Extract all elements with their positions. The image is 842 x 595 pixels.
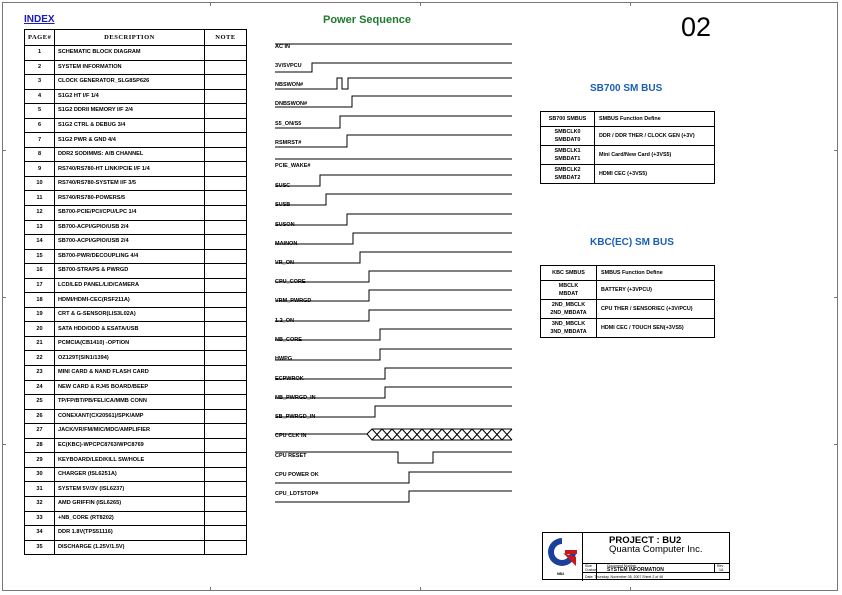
kbc-header-function: SMBUS Function Define [597, 266, 715, 281]
nb-pwrgd-waveform [275, 387, 512, 398]
index-page-num: 21 [25, 336, 55, 351]
index-page-num: 24 [25, 380, 55, 395]
date-sheet-row: Date: Thursday, November 08, 2007 Sheet 2 of 46 [585, 575, 664, 579]
index-description: DISCHARGE (1.25V/1.5V) [55, 540, 205, 555]
index-page-num: 5 [25, 104, 55, 119]
nb-core-waveform [275, 329, 512, 340]
index-description: S1G2 HT I/F 1/4 [55, 89, 205, 104]
index-description: CONEXANT(CX20561)/SPK/AMP [55, 409, 205, 424]
index-title: INDEX [24, 14, 55, 25]
index-description: RS740/RS780-SYSTEM I/F 3/5 [55, 176, 205, 191]
index-description: LCD/LED PANEL/LID/CAMERA [55, 278, 205, 293]
index-description: HDMI/HDMI-CEC(RSF211A) [55, 293, 205, 308]
kbc-header-smbus: KBC SMBUS [541, 266, 597, 281]
s5-on-waveform [275, 116, 512, 128]
nbswon-waveform [275, 78, 512, 89]
index-page-num: 20 [25, 322, 55, 337]
project-name: PROJECT : BU2 [609, 535, 682, 546]
signal-label: 3V/5VPCU [275, 63, 302, 69]
signal-label: CPU POWER OK [275, 472, 319, 478]
vr-on-waveform [275, 252, 512, 263]
kbc-bus-header [541, 266, 715, 281]
signal-label: AC IN [275, 44, 290, 50]
index-description: DDR 1.8V(TPS51116) [55, 526, 205, 541]
hwpg-waveform [275, 349, 512, 360]
index-page-num: 32 [25, 496, 55, 511]
sb700-bus-function: HDMI CEC (+3VS5) [595, 165, 715, 184]
index-page-num: 1 [25, 46, 55, 61]
index-page-num: 7 [25, 133, 55, 148]
kbc-bus-signal-name: MBCLK MBDAT [541, 281, 597, 300]
index-page-num: 22 [25, 351, 55, 366]
index-page-num: 9 [25, 162, 55, 177]
index-page-num: 15 [25, 249, 55, 264]
signal-label: CPU_LDTSTOP# [275, 491, 319, 497]
sb700-bus-function: Mini Card/New Card (+3VS5) [595, 146, 715, 165]
sb700-bus-row [541, 165, 715, 184]
suson-waveform [275, 214, 512, 225]
index-page-num: 13 [25, 220, 55, 235]
kbc-bus-row [541, 319, 715, 338]
index-description: JACK/VR/FM/MIC/MDC/AMPLIFIER [55, 424, 205, 439]
index-description: AMD GRIFFIN (ISL6265) [55, 496, 205, 511]
header-description: DESCRIPTION [55, 30, 205, 46]
index-page-num: 19 [25, 307, 55, 322]
index-page-num: 17 [25, 278, 55, 293]
index-page-num: 2 [25, 60, 55, 75]
sb700-bus-title: SB700 SM BUS [590, 83, 663, 94]
header-note: NOTE [205, 30, 247, 46]
index-page-num: 10 [25, 176, 55, 191]
index-page-num: 33 [25, 511, 55, 526]
signal-label: CPU_CORE [275, 279, 306, 285]
kbc-bus-row [541, 281, 715, 300]
signal-label: VR_ON [275, 260, 294, 266]
kbc-bus-function: CPU THER / SENSOR/EC (+3V/PCU) [597, 300, 715, 319]
index-description: CHARGER (ISL6251A) [55, 467, 205, 482]
size-label: Size [585, 564, 592, 568]
index-description: SYSTEM 5V/3V (ISL6237) [55, 482, 205, 497]
sb700-bus-row [541, 127, 715, 146]
index-description: RS740/RS780-POWERS/5 [55, 191, 205, 206]
index-page-num: 12 [25, 206, 55, 221]
sb700-bus-table [540, 111, 715, 184]
signal-label: S5_ON/S5 [275, 121, 302, 127]
sb700-bus-header [541, 112, 715, 127]
logo-text: NB4 [557, 572, 565, 576]
index-page-num: 31 [25, 482, 55, 497]
index-description: SB700-PWR/DECOUPLING 4/4 [55, 249, 205, 264]
mainon-waveform [275, 233, 512, 244]
sb700-bus-signal-name: SMBCLK2 SMBDAT2 [541, 165, 595, 184]
signal-label: CPU RESET [275, 453, 307, 459]
sb700-bus-signal-name: SMBCLK1 SMBDAT1 [541, 146, 595, 165]
sb700-bus-row [541, 146, 715, 165]
kbc-bus-row [541, 300, 715, 319]
index-page-num: 35 [25, 540, 55, 555]
index-page-num: 26 [25, 409, 55, 424]
index-description: CRT & G-SENSOR(LIS3L02A) [55, 307, 205, 322]
index-page-num: 27 [25, 424, 55, 439]
vrm-pwrgd-waveform [275, 290, 512, 301]
page-number: 02 [681, 12, 712, 42]
index-description: TP/FP/BT/PB/FELICA/MMB CONN [55, 395, 205, 410]
signal-label: PCIE_WAKE# [275, 163, 311, 169]
index-description: EC(KBC)-WPCPC8763/WPC8769 [55, 438, 205, 453]
signal-label: NBSWON# [275, 82, 304, 88]
index-page-num: 4 [25, 89, 55, 104]
index-description: +NB_CORE (RT8202) [55, 511, 205, 526]
index-page-num: 29 [25, 453, 55, 468]
index-description: PCMCIA(CB1410) -OPTION [55, 336, 205, 351]
index-description: S1G2 CTRL & DEBUG 3/4 [55, 118, 205, 133]
index-page-num: 18 [25, 293, 55, 308]
ecpwrok-waveform [275, 368, 512, 379]
kbc-bus-signal-name: 3ND_MBCLK 3ND_MBDATA [541, 319, 597, 338]
index-page-num: 28 [25, 438, 55, 453]
index-description: DDR2 SODIMMS: A/B CHANNEL [55, 147, 205, 162]
signal-label: HWPG [275, 356, 293, 362]
signal-label: NB_PWRGD_IN [275, 395, 316, 401]
signal-label: SUSB [275, 202, 291, 208]
index-page-num: 34 [25, 526, 55, 541]
signal-label: 1.2_ON [275, 318, 294, 324]
index-description: SCHEMATIC BLOCK DIAGRAM [55, 46, 205, 61]
signal-label: ECPWROK [275, 376, 304, 382]
sb-pwrgd-waveform [275, 406, 512, 417]
index-description: S1G2 DDRII MEMORY I/F 2/4 [55, 104, 205, 119]
index-description: KEYBOARD/LED/KILL SW/HOLE [55, 453, 205, 468]
quanta-logo-icon [543, 533, 581, 571]
title-block [542, 532, 730, 580]
company-name: Quanta Computer Inc. [609, 544, 703, 555]
index-page-num: 6 [25, 118, 55, 133]
power-sequence-title: Power Sequence [323, 14, 412, 26]
cpu-core-waveform [275, 271, 512, 282]
cpu-power-ok-waveform [275, 472, 512, 483]
signal-label: MAINON [275, 241, 298, 247]
index-page-num: 16 [25, 264, 55, 279]
document-title: SYSTEM INFORMATION [607, 567, 664, 573]
index-description: SYSTEM INFORMATION [55, 60, 205, 75]
signal-label: NB_CORE [275, 337, 302, 343]
pcu-waveform [275, 63, 512, 72]
size-value: Custom [585, 568, 598, 572]
signal-label: VRM_PWRGD [275, 298, 312, 304]
divider [714, 563, 715, 573]
sb700-bus-function: DDR / DDR THER / CLOCK GEN (+3V) [595, 127, 715, 146]
susb-waveform [275, 194, 512, 205]
sb700-bus-signal-name: SMBCLK0 SMBDAT0 [541, 127, 595, 146]
docnum-label: Document Number [607, 564, 637, 568]
cpu-ldtstop-waveform [275, 491, 512, 502]
signal-label: SUSON [275, 222, 295, 228]
index-description: RS740/RS780-HT LINK/PCIE I/F 1/4 [55, 162, 205, 177]
index-description: MINI CARD & NAND FLASH CARD [55, 366, 205, 381]
index-page-num: 30 [25, 467, 55, 482]
index-description: SB700-STRAPS & PWRGD [55, 264, 205, 279]
signal-label: CPU CLK IN [275, 433, 307, 439]
cpu-reset-waveform [275, 452, 512, 463]
index-description: S1G2 PWR & GND 4/4 [55, 133, 205, 148]
rsmrst-waveform [275, 135, 512, 147]
signal-label: SB_PWRGD_IN [275, 414, 316, 420]
kbc-bus-table [540, 265, 715, 338]
index-page-num: 8 [25, 147, 55, 162]
index-page-num: 14 [25, 235, 55, 250]
quanta-logo [543, 533, 583, 581]
index-page-num: 25 [25, 395, 55, 410]
index-description: NEW CARD & RJ45 BOARD/BEEP [55, 380, 205, 395]
sb700-header-smbus: SB700 SMBUS [541, 112, 595, 127]
signal-label: DNBSWON# [275, 101, 308, 107]
rev-label: Rev [717, 564, 724, 568]
header-page: PAGE# [25, 30, 55, 46]
sb700-header-function: SMBUS Function Define [595, 112, 715, 127]
signal-label: SUSC [275, 183, 291, 189]
index-page-num: 3 [25, 75, 55, 90]
index-description: SB700-ACPI/GPIO/USB 2/4 [55, 235, 205, 250]
kbc-bus-title: KBC(EC) SM BUS [590, 237, 674, 248]
index-description: OZ129T(SIN1/1394) [55, 351, 205, 366]
susc-waveform [275, 175, 512, 186]
dnbswon-waveform [275, 96, 512, 107]
rev-value: 1A [719, 568, 724, 572]
index-page-num: 23 [25, 366, 55, 381]
kbc-bus-function: HDMI CEC / TOUCH SEN(+3VS5) [597, 319, 715, 338]
kbc-bus-signal-name: 2ND_MBCLK 2ND_MBDATA [541, 300, 597, 319]
signal-label: RSMRST# [275, 140, 302, 146]
divider [583, 563, 730, 564]
index-description: SB700-ACPI/GPIO/USB 2/4 [55, 220, 205, 235]
index-description: CLOCK GENERATOR_SLG8SP626 [55, 75, 205, 90]
kbc-bus-function: BATTERY (+3VPCU) [597, 281, 715, 300]
index-description: SB700-PCIE/PCI/CPU/LPC 1/4 [55, 206, 205, 221]
index-page-num: 11 [25, 191, 55, 206]
1v2-on-waveform [275, 310, 512, 321]
index-description: SATA HDD/ODD & ESATA/USB [55, 322, 205, 337]
